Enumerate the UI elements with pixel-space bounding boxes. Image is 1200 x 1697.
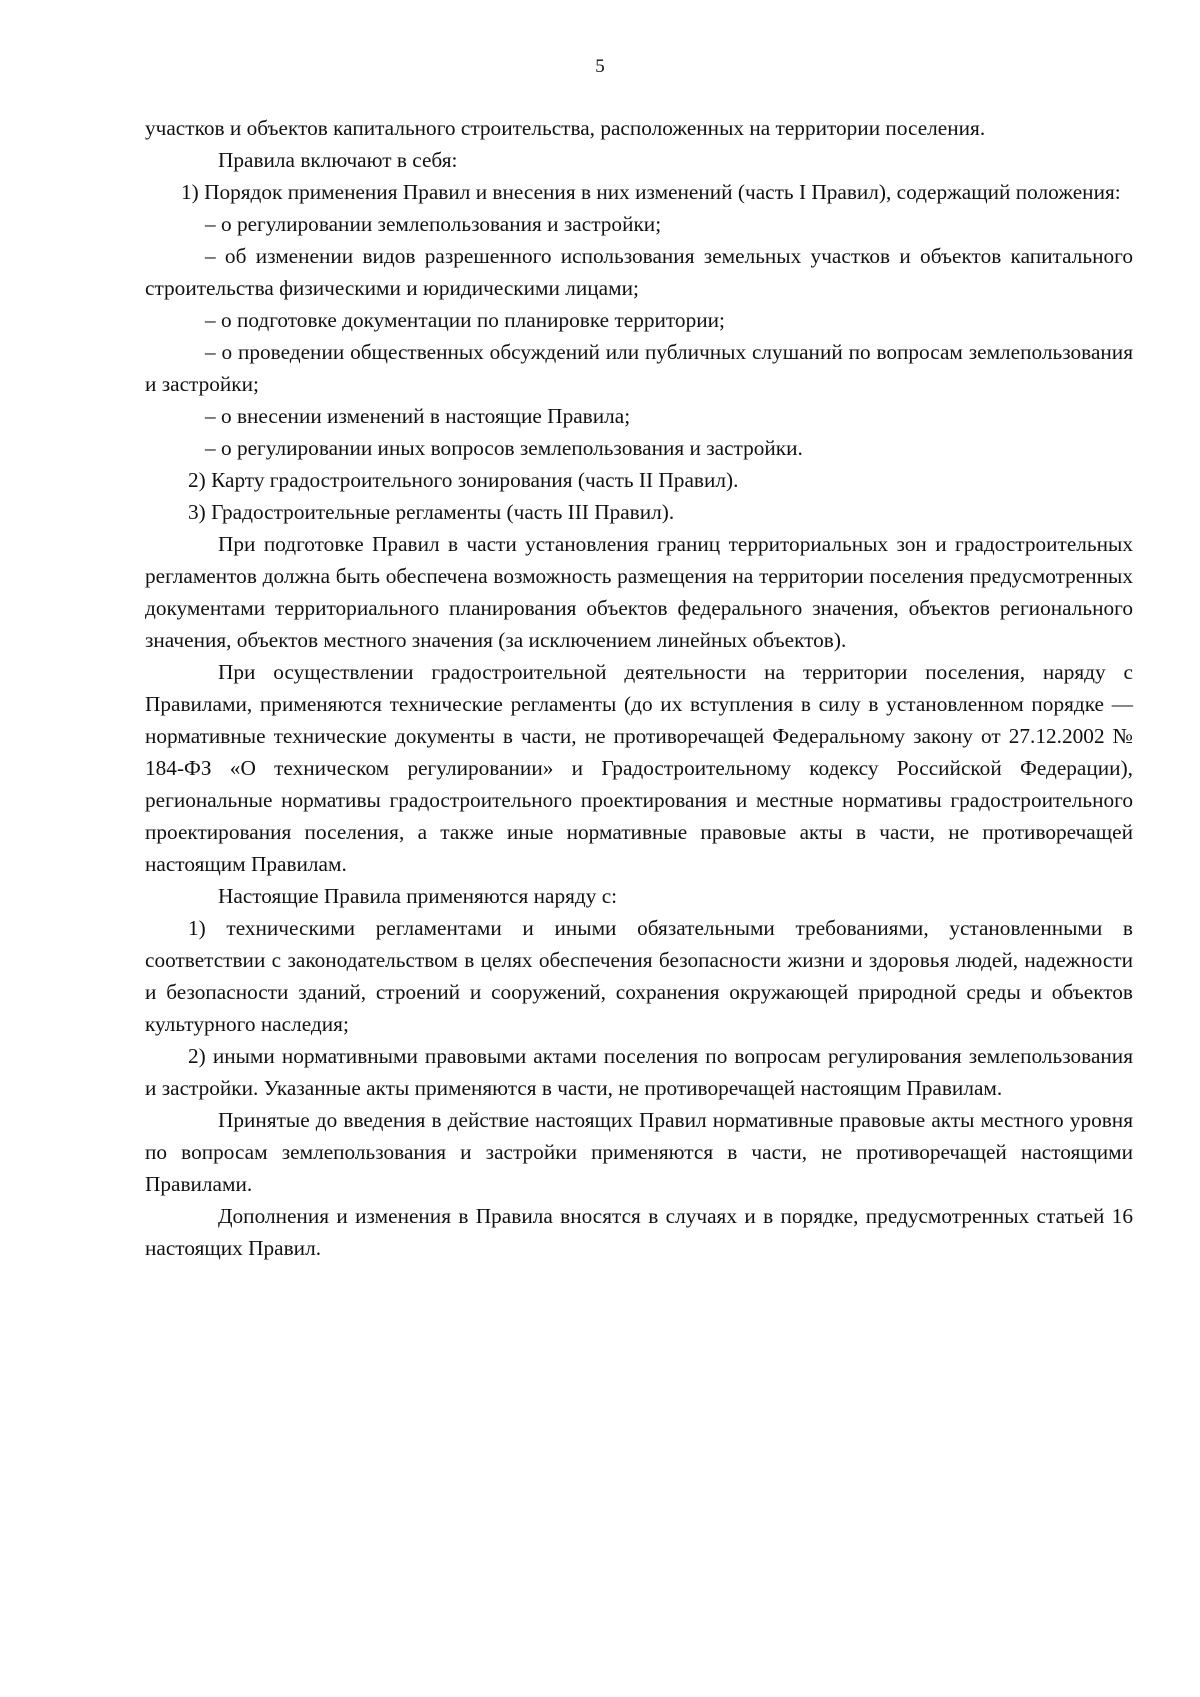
list-item-2-zoning-map: 2) Карту градостроительного зонирования (часть II Правил).: [188, 468, 739, 492]
paragraph-rules-include: Правила включают в себя:: [218, 148, 458, 172]
list-item-2-normative-acts: 2) иными нормативными правовыми актами поселения по вопросам регулирования землепользования и застройки. Указанные акты применяются в части, не противоречащей настоящим Правилам.: [145, 1044, 1133, 1100]
list-item-1-technical: 1) техническими регламентами и иными обязательными требованиями, установленными в соответствии с законодательством в целях обеспечения безопасности жизни и здоровья людей, надежности и безопасности зданий, строений и сооружений, сохранения окружающей природной среды и объектов культурного наследия;: [145, 916, 1133, 1036]
paragraph-technical-regulations: При осуществлении градостроительной деятельности на территории поселения, наряду с Правилами, применяются технические регламенты (до их вступления в силу в установленном порядке — нормативные технические документы в части, не противоречащей Федеральному закону от 27.12.2002 № 184-ФЗ «О техническом регулировании» и Градостроительному кодексу Российской Федерации), региональные нормативы градостроительного проектирования и местные нормативы градостроительного проектирования поселения, а также иные нормативные правовые акты в части, не противоречащей настоящим Правилам.: [145, 660, 1133, 876]
dash-item-planning-docs: – о подготовке документации по планировке территории;: [205, 308, 725, 332]
paragraph-preparation: При подготовке Правил в части установления границ территориальных зон и градостроительных регламентов должна быть обеспечена возможность размещения на территории поселения предусмотренных документами территориального планирования объектов федерального значения, объектов регионального значения, объектов местного значения (за исключением линейных объектов).: [145, 532, 1133, 652]
paragraph-continuation: участков и объектов капитального строительства, расположенных на территории поселения.: [145, 116, 986, 140]
dash-item-regulation: – о регулировании землепользования и застройки;: [205, 212, 662, 236]
document-body: [145, 112, 1133, 1264]
list-item-1-procedure: 1) Порядок применения Правил и внесения в них изменений (часть I Правил), содержащий положения:: [181, 180, 1121, 204]
dash-item-public-hearings: – о проведении общественных обсуждений или публичных слушаний по вопросам землепользования и застройки;: [145, 340, 1133, 396]
dash-item-amendments: – о внесении изменений в настоящие Правила;: [205, 404, 631, 428]
list-item-3-regulations: 3) Градостроительные регламенты (часть III Правил).: [188, 500, 675, 524]
page-number: 5: [595, 56, 605, 77]
paragraph-applied-alongside: Настоящие Правила применяются наряду с:: [218, 884, 618, 908]
paragraph-amendments: Дополнения и изменения в Правила вносятся в случаях и в порядке, предусмотренных статьей 16 настоящих Правил.: [145, 1204, 1133, 1260]
dash-item-change-use: – об изменении видов разрешенного использования земельных участков и объектов капитального строительства физическими и юридическими лицами;: [145, 244, 1133, 300]
dash-item-other-issues: – о регулировании иных вопросов землепользования и застройки.: [205, 436, 803, 460]
paragraph-prior-acts: Принятые до введения в действие настоящих Правил нормативные правовые акты местного уровня по вопросам землепользования и застройки применяются в части, не противоречащей настоящими Правилами.: [145, 1108, 1133, 1196]
